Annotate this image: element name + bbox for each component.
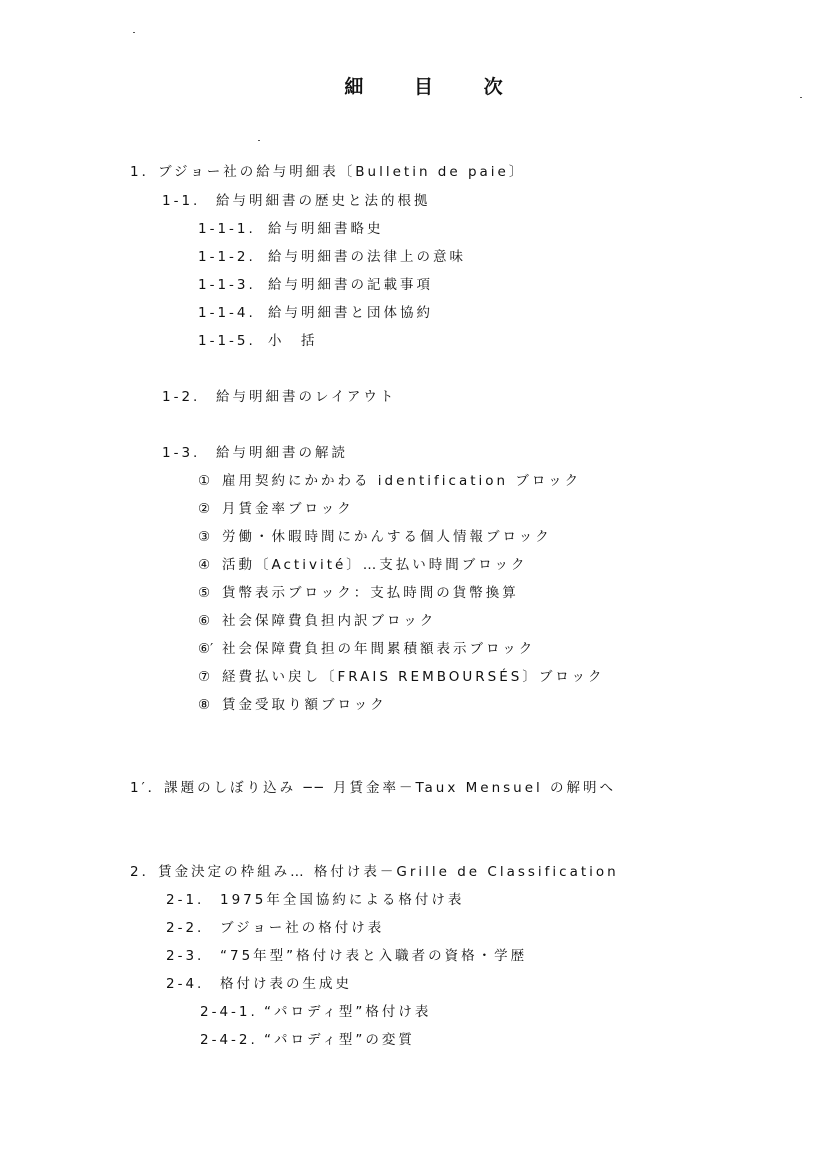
toc-entry-2-4 [166, 972, 352, 992]
entry-text: 給与明細書のレイアウト [216, 389, 397, 405]
toc-block-item [198, 525, 552, 545]
toc-block-item [198, 637, 535, 657]
entry-text: 活動〔Activité〕…支払い時間ブロック [222, 557, 528, 573]
entry-text: “パロディ型”の変質 [264, 1032, 415, 1048]
toc-block-item [198, 469, 581, 489]
page-title: 細 目 次 [344, 76, 525, 98]
toc-entry-1-1-3 [198, 273, 433, 293]
entry-text: ブジョー社の格付け表 [220, 920, 385, 936]
entry-text: 1975年全国協約による格付け表 [220, 892, 465, 908]
entry-text: 雇用契約にかかわる identification ブロック [222, 473, 582, 489]
section-1-prime-heading: 1′．課題のしぼり込み ── 月賃金率－Taux Mensuel の解明へ [130, 780, 617, 796]
toc-entry-2-1 [166, 888, 464, 908]
entry-number: 2-4-1. [200, 1004, 258, 1020]
entry-text: “パロディ型”格付け表 [264, 1004, 432, 1020]
toc-block-item [198, 553, 528, 573]
entry-number: 1-1. [162, 193, 201, 209]
entry-text: 給与明細書の記載事項 [268, 277, 433, 293]
scan-speck [258, 140, 260, 141]
entry-text: 給与明細書の法律上の意味 [268, 249, 466, 265]
toc-entry-2-4-1 [200, 1000, 431, 1020]
item-marker: ⑥ [198, 613, 211, 629]
entry-number: 1-1-5. [198, 333, 256, 349]
item-marker: ⑥′ [198, 641, 214, 657]
entry-text: 経費払い戻し〔FRAIS REMBOURSÉS〕ブロック [222, 669, 605, 685]
entry-number: 1-1-1. [198, 221, 256, 237]
toc-entry-1-1-1 [198, 217, 384, 237]
entry-text: 格付け表の生成史 [220, 976, 352, 992]
entry-text: 社会保障費負担の年間累積額表示ブロック [222, 641, 536, 657]
toc-entry-2-2 [166, 916, 384, 936]
entry-text: 小 括 [268, 333, 318, 349]
entry-text: 給与明細書と団体協約 [268, 305, 433, 321]
toc-block-item [198, 581, 519, 601]
entry-number: 2-4-2. [200, 1032, 258, 1048]
toc-entry-1-1-5 [198, 329, 318, 349]
entry-text: “75年型”格付け表と入職者の資格・学歴 [220, 948, 528, 964]
toc-block-item [198, 609, 436, 629]
toc-entry-1-1 [162, 189, 431, 209]
toc-block-item [198, 665, 605, 685]
item-marker: ⑧ [198, 697, 211, 713]
toc-entry-1-3 [162, 441, 348, 461]
section-1-heading: 1．ブジョー社の給与明細表〔Bulletin de paie〕 [130, 164, 526, 180]
entry-text: 労働・休暇時間にかんする個人情報ブロック [222, 529, 552, 545]
entry-number: 1-1-4. [198, 305, 256, 321]
entry-number: 2-4. [166, 976, 205, 992]
entry-number: 1-3. [162, 445, 201, 461]
entry-number: 2-1. [166, 892, 205, 908]
toc-block-item [198, 497, 354, 517]
entry-text: 社会保障費負担内訳ブロック [222, 613, 437, 629]
toc-block-item [198, 693, 387, 713]
item-marker: ① [198, 473, 211, 489]
entry-number: 1-1-2. [198, 249, 256, 265]
entry-text: 月賃金率ブロック [222, 501, 354, 517]
item-marker: ② [198, 501, 211, 517]
item-marker: ④ [198, 557, 211, 573]
entry-text: 給与明細書の解読 [216, 445, 348, 461]
entry-number: 1-1-3. [198, 277, 256, 293]
toc-entry-1-1-4 [198, 301, 433, 321]
toc-entry-2-3 [166, 944, 527, 964]
entry-text: 賃金受取り額ブロック [222, 697, 387, 713]
entry-text: 貨幣表示ブロック：支払時間の貨幣換算 [222, 585, 519, 601]
item-marker: ③ [198, 529, 211, 545]
toc-entry-2-4-2 [200, 1028, 415, 1048]
entry-text: 給与明細書略史 [268, 221, 384, 237]
entry-number: 2-2. [166, 920, 205, 936]
scan-speck [133, 32, 135, 33]
toc-entry-1-1-2 [198, 245, 466, 265]
section-2-heading: 2．賃金決定の枠組み… 格付け表－Grille de Classification [130, 864, 619, 880]
entry-text: 給与明細書の歴史と法的根拠 [216, 193, 431, 209]
entry-number: 1-2. [162, 389, 201, 405]
entry-number: 2-3. [166, 948, 205, 964]
item-marker: ⑤ [198, 585, 211, 601]
toc-entry-1-2 [162, 385, 396, 405]
item-marker: ⑦ [198, 669, 211, 685]
